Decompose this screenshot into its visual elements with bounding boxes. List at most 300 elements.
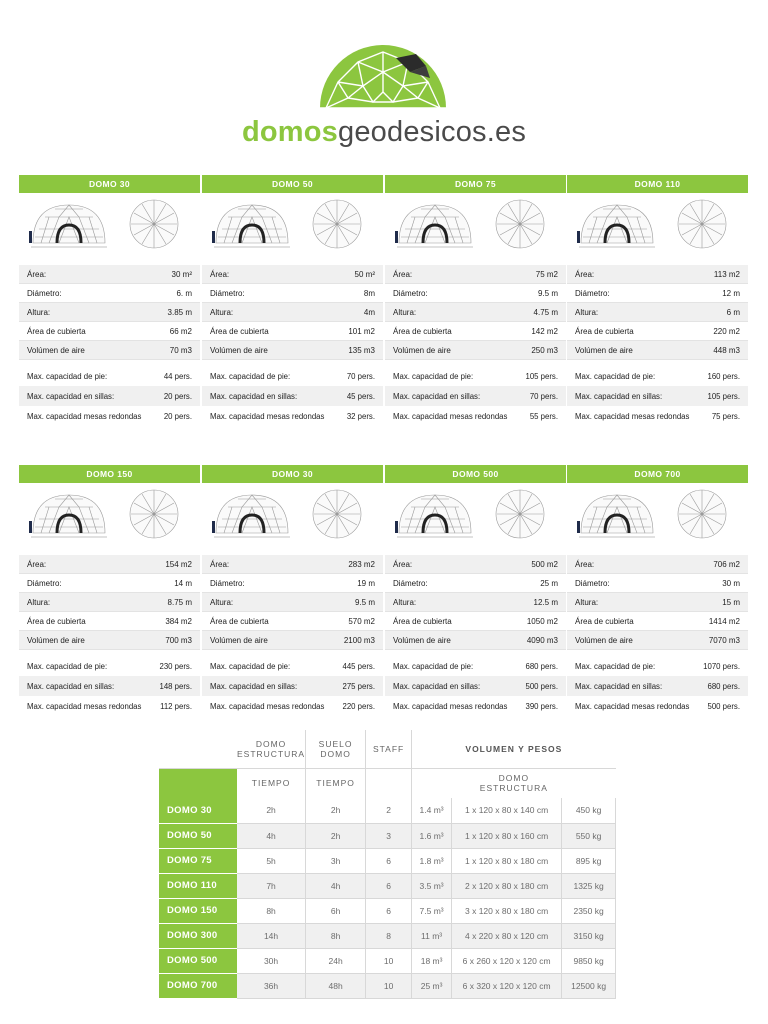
capacity-label: Max. capacidad mesas redondas [393, 411, 508, 421]
spec-value: 12.5 m [533, 597, 558, 607]
spec-row [19, 631, 200, 650]
cell-staff: 10 [366, 948, 412, 973]
dome-card-title: DOMO 500 [385, 465, 566, 483]
capacity-row [567, 366, 748, 386]
cell-tiempo-suelo: 8h [306, 923, 366, 948]
spec-value: 25 m [540, 578, 558, 588]
col-domo-estructura: DOMO ESTRUCTURA [237, 730, 306, 768]
spec-label: Diámetro: [210, 578, 245, 588]
cell-volumen: 3.5 m³ [412, 873, 452, 898]
spec-label: Área: [575, 269, 595, 279]
capacity-value: 445 pers. [342, 661, 375, 671]
cell-dimensiones: 3 x 120 x 80 x 180 cm [452, 898, 562, 923]
spec-value: 7070 m3 [708, 635, 740, 645]
cell-dimensiones: 1 x 120 x 80 x 160 cm [452, 823, 562, 848]
capacity-label: Max. capacidad mesas redondas [210, 701, 325, 711]
spec-label: Área: [393, 559, 413, 569]
capacity-row [202, 696, 383, 716]
dome-drawing [19, 193, 200, 265]
cell-dimensiones: 6 x 320 x 120 x 120 cm [452, 973, 562, 998]
dome-drawing [202, 193, 383, 265]
col-suelo-domo: SUELO DOMO [306, 730, 366, 768]
spec-value: 8m [363, 288, 375, 298]
brand-word-tld: .es [486, 116, 527, 148]
col-volumen-pesos: VOLUMEN Y PESOS [465, 743, 563, 754]
cell-staff: 2 [366, 798, 412, 823]
spec-row [202, 265, 383, 284]
capacity-row [202, 656, 383, 676]
cell-tiempo-suelo: 24h [306, 948, 366, 973]
spec-label: Altura: [575, 597, 599, 607]
brand-word-domos: domos [241, 116, 339, 148]
spec-value: 220 m2 [713, 326, 740, 336]
spec-row [202, 341, 383, 360]
capacity-row [19, 696, 200, 716]
spec-value: 3.85 m [167, 307, 192, 317]
capacity-label: Max. capacidad de pie: [393, 661, 474, 671]
spec-label: Diámetro: [27, 578, 62, 588]
dome-elevation-icon [202, 483, 383, 555]
spec-row [202, 322, 383, 341]
spec-value: 135 m3 [348, 345, 375, 355]
capacity-row [385, 386, 566, 406]
spec-value: 30 m [722, 578, 740, 588]
spec-row [385, 303, 566, 322]
spec-label: Diámetro: [210, 288, 245, 298]
cell-tiempo-suelo: 2h [306, 798, 366, 823]
spec-label: Área de cubierta [575, 616, 634, 626]
capacity-value: 500 pers. [525, 681, 558, 691]
spec-value: 4090 m3 [526, 635, 558, 645]
dome-card-title: DOMO 700 [567, 465, 748, 483]
spec-label: Diámetro: [27, 288, 62, 298]
spec-label: Área: [210, 559, 230, 569]
header-green-cell [159, 768, 237, 798]
spec-value: 570 m2 [348, 616, 375, 626]
spec-value: 101 m2 [348, 326, 375, 336]
spec-value: 448 m3 [713, 345, 740, 355]
cell-dimensiones: 2 x 120 x 80 x 180 cm [452, 873, 562, 898]
spec-row [202, 593, 383, 612]
brand-word-geodesicos: geodesicos [338, 116, 487, 148]
transport-table [159, 730, 616, 999]
dome-card [567, 465, 748, 716]
spec-label: Área de cubierta [210, 326, 269, 336]
spec-row [385, 574, 566, 593]
table-row [159, 948, 616, 973]
cell-volumen: 1.8 m³ [412, 848, 452, 873]
cell-dimensiones: 4 x 220 x 80 x 120 cm [452, 923, 562, 948]
cell-tiempo-suelo: 6h [306, 898, 366, 923]
spec-row [202, 612, 383, 631]
cell-dimensiones: 1 x 120 x 80 x 180 cm [452, 848, 562, 873]
spec-label: Área de cubierta [575, 326, 634, 336]
cell-tiempo-suelo: 4h [306, 873, 366, 898]
table-body [159, 798, 616, 998]
spec-row [385, 341, 566, 360]
row-dome-name: DOMO 110 [159, 873, 237, 898]
capacity-value: 20 pers. [163, 391, 192, 401]
spec-row [385, 593, 566, 612]
table-row [159, 823, 616, 848]
dome-elevation-icon [19, 193, 200, 265]
cell-tiempo-suelo: 48h [306, 973, 366, 998]
spec-label: Diámetro: [393, 578, 428, 588]
cell-volumen: 1.6 m³ [412, 823, 452, 848]
capacity-label: Max. capacidad en sillas: [27, 681, 115, 691]
spec-label: Volúmen de aire [210, 635, 268, 645]
capacity-value: 148 pers. [159, 681, 192, 691]
spec-row [567, 555, 748, 574]
spec-value: 250 m3 [531, 345, 558, 355]
capacity-value: 390 pers. [525, 701, 558, 711]
dome-drawing [385, 193, 566, 265]
cell-peso: 12500 kg [562, 973, 616, 998]
spec-label: Volúmen de aire [27, 345, 85, 355]
col-staff: STAFF [366, 730, 412, 768]
capacity-row [19, 366, 200, 386]
capacity-row [202, 406, 383, 426]
capacity-label: Max. capacidad de pie: [393, 371, 474, 381]
spec-row [19, 341, 200, 360]
cell-tiempo-suelo: 3h [306, 848, 366, 873]
col-tiempo-1: TIEMPO [237, 768, 306, 798]
table-row [159, 873, 616, 898]
row-dome-name: DOMO 700 [159, 973, 237, 998]
cell-peso: 9850 kg [562, 948, 616, 973]
capacity-value: 105 pers. [525, 371, 558, 381]
table-row [159, 923, 616, 948]
capacity-label: Max. capacidad mesas redondas [27, 411, 142, 421]
cell-dimensiones: 1 x 120 x 80 x 140 cm [452, 798, 562, 823]
spec-value: 500 m2 [531, 559, 558, 569]
spec-value: 706 m2 [713, 559, 740, 569]
cell-peso: 2350 kg [562, 898, 616, 923]
spec-row [385, 631, 566, 650]
spec-value: 6. m [176, 288, 192, 298]
capacity-row [567, 386, 748, 406]
capacity-value: 500 pers. [707, 701, 740, 711]
spec-label: Diámetro: [393, 288, 428, 298]
spec-value: 8.75 m [167, 597, 192, 607]
cell-staff: 3 [366, 823, 412, 848]
brand-logo [0, 42, 768, 148]
capacity-label: Max. capacidad mesas redondas [575, 701, 690, 711]
spec-value: 9.5 m [354, 597, 375, 607]
capacity-label: Max. capacidad mesas redondas [393, 701, 508, 711]
capacity-value: 230 pers. [159, 661, 192, 671]
cell-peso: 450 kg [562, 798, 616, 823]
spec-row [202, 284, 383, 303]
spec-label: Área de cubierta [393, 326, 452, 336]
capacity-label: Max. capacidad en sillas: [393, 391, 481, 401]
capacity-value: 680 pers. [707, 681, 740, 691]
capacity-value: 105 pers. [707, 391, 740, 401]
capacity-row [567, 656, 748, 676]
cell-staff: 6 [366, 898, 412, 923]
dome-card [202, 175, 383, 426]
dome-card [567, 175, 748, 426]
spec-row [19, 303, 200, 322]
capacity-row [202, 366, 383, 386]
row-dome-name: DOMO 150 [159, 898, 237, 923]
spec-label: Altura: [210, 307, 234, 317]
spec-value: 1050 m2 [526, 616, 558, 626]
capacity-row [567, 406, 748, 426]
spec-value: 14 m [174, 578, 192, 588]
spec-row [385, 322, 566, 341]
capacity-row [385, 656, 566, 676]
capacity-value: 70 pers. [346, 371, 375, 381]
cell-tiempo-estructura: 8h [237, 898, 306, 923]
spec-label: Altura: [393, 597, 417, 607]
capacity-value: 220 pers. [342, 701, 375, 711]
capacity-row [385, 676, 566, 696]
spec-value: 12 m [722, 288, 740, 298]
spec-label: Altura: [393, 307, 417, 317]
spec-label: Altura: [575, 307, 599, 317]
capacity-row [19, 406, 200, 426]
spec-label: Área: [27, 269, 47, 279]
dome-elevation-icon [385, 193, 566, 265]
capacity-row [385, 406, 566, 426]
capacity-label: Max. capacidad en sillas: [393, 681, 481, 691]
spec-label: Volúmen de aire [575, 635, 633, 645]
capacity-label: Max. capacidad mesas redondas [575, 411, 690, 421]
cell-staff: 6 [366, 848, 412, 873]
col-domo-estructura-2: DOMO ESTRUCTURA [479, 773, 548, 794]
cell-volumen: 1.4 m³ [412, 798, 452, 823]
spec-label: Volúmen de aire [575, 345, 633, 355]
capacity-value: 680 pers. [525, 661, 558, 671]
cell-staff: 10 [366, 973, 412, 998]
dome-card [385, 175, 566, 426]
geodesic-dome-logo-icon [318, 42, 448, 110]
capacity-label: Max. capacidad en sillas: [210, 681, 298, 691]
dome-drawing [385, 483, 566, 555]
spec-label: Área de cubierta [210, 616, 269, 626]
dome-elevation-icon [567, 483, 748, 555]
spec-row [567, 612, 748, 631]
spec-label: Diámetro: [575, 578, 610, 588]
table-row [159, 848, 616, 873]
spec-row [567, 284, 748, 303]
spec-value: 70 m3 [169, 345, 192, 355]
cell-volumen: 18 m³ [412, 948, 452, 973]
capacity-row [385, 696, 566, 716]
spec-value: 6 m [726, 307, 740, 317]
spec-row [202, 631, 383, 650]
spec-label: Área de cubierta [27, 616, 86, 626]
spec-label: Volúmen de aire [210, 345, 268, 355]
capacity-label: Max. capacidad de pie: [210, 371, 291, 381]
spec-row [19, 612, 200, 631]
spec-row [19, 555, 200, 574]
capacity-row [202, 386, 383, 406]
spec-row [567, 574, 748, 593]
cell-peso: 1325 kg [562, 873, 616, 898]
spec-value: 15 m [722, 597, 740, 607]
spec-label: Altura: [210, 597, 234, 607]
spec-label: Volúmen de aire [393, 635, 451, 645]
capacity-label: Max. capacidad mesas redondas [210, 411, 325, 421]
col-tiempo-2: TIEMPO [306, 768, 366, 798]
spec-row [567, 265, 748, 284]
capacity-row [19, 676, 200, 696]
spec-label: Área: [393, 269, 413, 279]
cell-tiempo-estructura: 14h [237, 923, 306, 948]
spec-value: 142 m2 [531, 326, 558, 336]
row-dome-name: DOMO 50 [159, 823, 237, 848]
spec-row [385, 555, 566, 574]
dome-drawing [19, 483, 200, 555]
dome-card-title: DOMO 30 [202, 465, 383, 483]
spec-label: Altura: [27, 597, 51, 607]
spec-value: 50 m² [354, 269, 375, 279]
capacity-label: Max. capacidad de pie: [575, 371, 656, 381]
cell-tiempo-suelo: 2h [306, 823, 366, 848]
capacity-value: 75 pers. [711, 411, 740, 421]
dome-card [19, 465, 200, 716]
capacity-value: 275 pers. [342, 681, 375, 691]
row-dome-name: DOMO 300 [159, 923, 237, 948]
spec-value: 4m [363, 307, 375, 317]
cell-staff: 8 [366, 923, 412, 948]
capacity-value: 55 pers. [529, 411, 558, 421]
capacity-value: 20 pers. [163, 411, 192, 421]
row-dome-name: DOMO 500 [159, 948, 237, 973]
capacity-row [19, 386, 200, 406]
spec-row [567, 322, 748, 341]
capacity-label: Max. capacidad en sillas: [575, 391, 663, 401]
capacity-row [19, 656, 200, 676]
dome-card-title: DOMO 75 [385, 175, 566, 193]
capacity-value: 112 pers. [160, 701, 192, 711]
capacity-row [567, 676, 748, 696]
cell-staff: 6 [366, 873, 412, 898]
row-dome-name: DOMO 75 [159, 848, 237, 873]
spec-label: Altura: [27, 307, 51, 317]
cell-volumen: 25 m³ [412, 973, 452, 998]
capacity-value: 1070 pers. [703, 661, 740, 671]
capacity-value: 44 pers. [163, 371, 192, 381]
capacity-row [202, 676, 383, 696]
dome-elevation-icon [202, 193, 383, 265]
table-row [159, 973, 616, 998]
spec-row [385, 265, 566, 284]
cell-peso: 3150 kg [562, 923, 616, 948]
capacity-label: Max. capacidad de pie: [575, 661, 656, 671]
spec-row [567, 341, 748, 360]
spec-label: Área de cubierta [27, 326, 86, 336]
dome-drawing [567, 193, 748, 265]
spec-label: Área: [210, 269, 230, 279]
spec-row [19, 322, 200, 341]
spec-value: 4.75 m [533, 307, 558, 317]
capacity-value: 160 pers. [707, 371, 740, 381]
spec-value: 283 m2 [348, 559, 375, 569]
dome-card-title: DOMO 50 [202, 175, 383, 193]
dome-elevation-icon [567, 193, 748, 265]
spec-label: Volúmen de aire [393, 345, 451, 355]
spec-row [202, 555, 383, 574]
capacity-row [567, 696, 748, 716]
spec-row [19, 284, 200, 303]
spec-label: Volúmen de aire [27, 635, 85, 645]
spec-value: 700 m3 [165, 635, 192, 645]
spec-label: Área: [575, 559, 595, 569]
dome-card [19, 175, 200, 426]
cell-peso: 895 kg [562, 848, 616, 873]
spec-value: 2100 m3 [343, 635, 375, 645]
spec-value: 9.5 m [537, 288, 558, 298]
spec-value: 75 m2 [535, 269, 558, 279]
capacity-label: Max. capacidad de pie: [210, 661, 291, 671]
capacity-row [385, 366, 566, 386]
table-row [159, 898, 616, 923]
dome-elevation-icon [19, 483, 200, 555]
capacity-label: Max. capacidad en sillas: [210, 391, 298, 401]
cell-tiempo-estructura: 7h [237, 873, 306, 898]
dome-elevation-icon [385, 483, 566, 555]
dome-card [385, 465, 566, 716]
spec-row [567, 593, 748, 612]
row-dome-name: DOMO 30 [159, 798, 237, 823]
capacity-label: Max. capacidad en sillas: [575, 681, 663, 691]
table-row [159, 798, 616, 823]
spec-value: 154 m2 [165, 559, 192, 569]
cell-tiempo-estructura: 5h [237, 848, 306, 873]
dome-card-title: DOMO 110 [567, 175, 748, 193]
spec-value: 19 m [357, 578, 375, 588]
cell-tiempo-estructura: 30h [237, 948, 306, 973]
cell-tiempo-estructura: 4h [237, 823, 306, 848]
spec-row [19, 593, 200, 612]
spec-value: 113 m2 [713, 269, 740, 279]
capacity-value: 70 pers. [529, 391, 558, 401]
dome-card-title: DOMO 150 [19, 465, 200, 483]
dome-card-title: DOMO 30 [19, 175, 200, 193]
capacity-label: Max. capacidad en sillas: [27, 391, 115, 401]
capacity-label: Max. capacidad de pie: [27, 661, 108, 671]
capacity-value: 45 pers. [346, 391, 375, 401]
spec-label: Diámetro: [575, 288, 610, 298]
spec-row [19, 265, 200, 284]
spec-row [202, 303, 383, 322]
spec-row [385, 612, 566, 631]
spec-label: Área de cubierta [393, 616, 452, 626]
cell-tiempo-estructura: 2h [237, 798, 306, 823]
spec-row [19, 574, 200, 593]
capacity-value: 32 pers. [346, 411, 375, 421]
spec-label: Área: [27, 559, 47, 569]
spec-value: 66 m2 [169, 326, 192, 336]
spec-value: 384 m2 [165, 616, 192, 626]
spec-row [202, 574, 383, 593]
cell-peso: 550 kg [562, 823, 616, 848]
cell-dimensiones: 6 x 260 x 120 x 120 cm [452, 948, 562, 973]
spec-row [567, 303, 748, 322]
spec-value: 30 m² [171, 269, 192, 279]
dome-card [202, 465, 383, 716]
cell-tiempo-estructura: 36h [237, 973, 306, 998]
spec-value: 1414 m2 [708, 616, 740, 626]
dome-drawing [202, 483, 383, 555]
capacity-label: Max. capacidad de pie: [27, 371, 108, 381]
capacity-label: Max. capacidad mesas redondas [27, 701, 142, 711]
cell-volumen: 7.5 m³ [412, 898, 452, 923]
dome-drawing [567, 483, 748, 555]
